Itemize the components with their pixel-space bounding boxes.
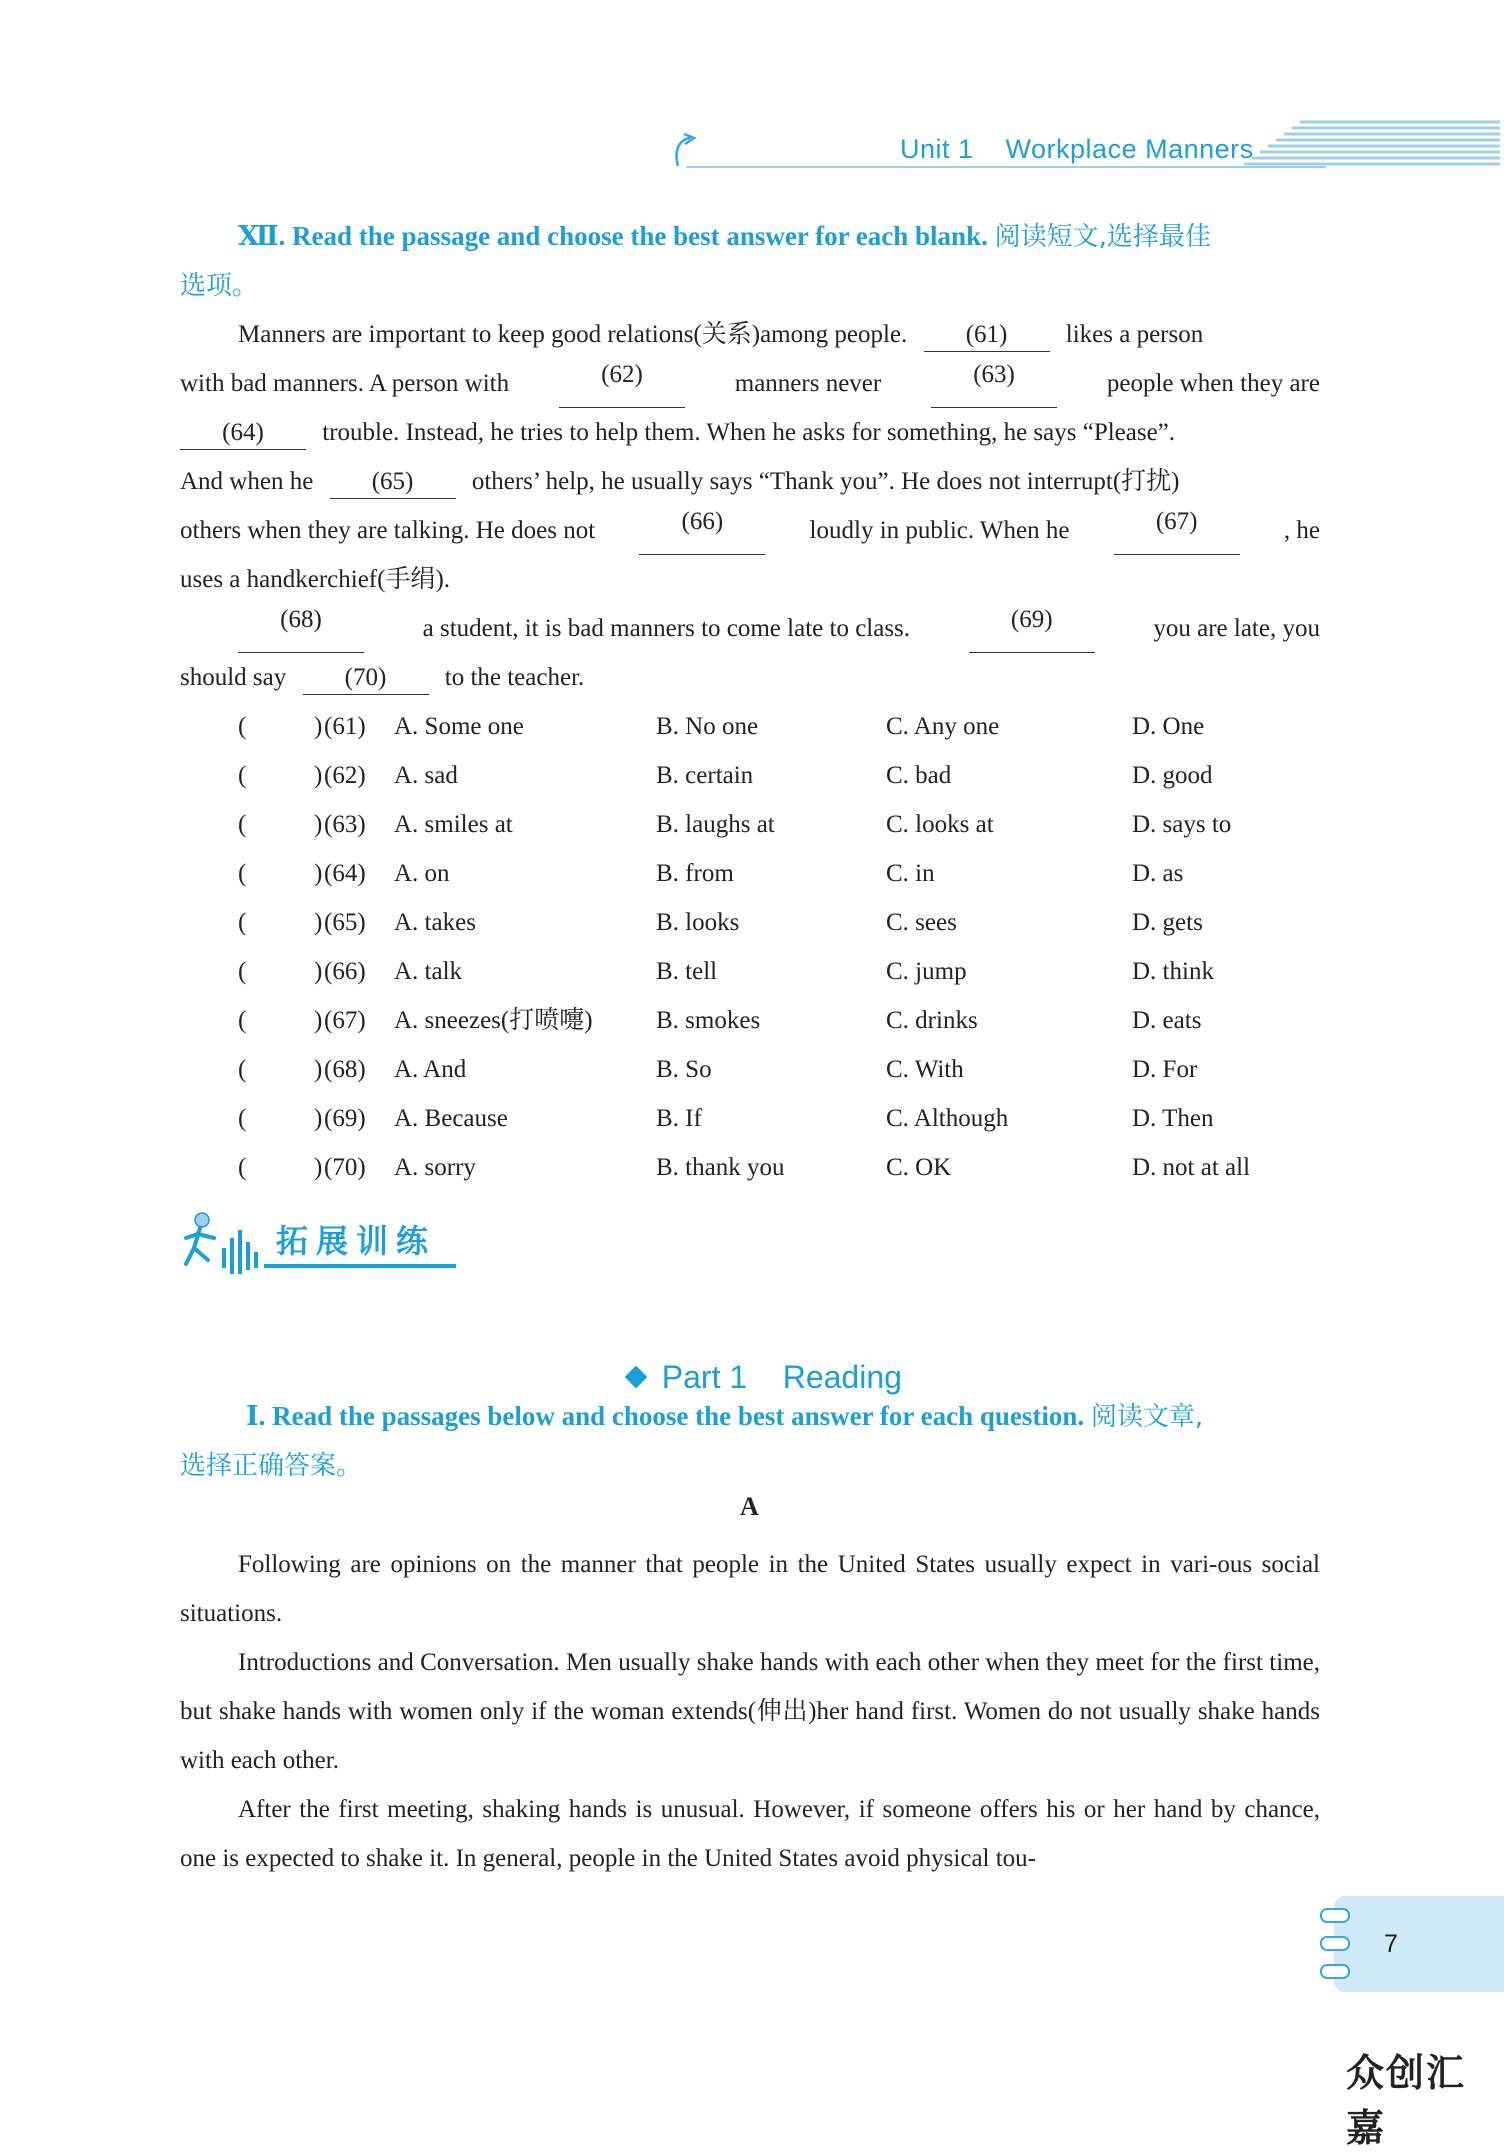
question-row bbox=[238, 898, 1338, 947]
section-1-title-en: Ⅰ. Read the passages below and choose the best answer for each question. bbox=[246, 1401, 1085, 1431]
option-a[interactable]: A. Some one bbox=[394, 713, 524, 740]
answer-paren-close: ) bbox=[314, 1056, 323, 1083]
passage-text: you are late, you bbox=[1153, 615, 1320, 642]
section-12-title-cn-cont: 选项。 bbox=[180, 271, 259, 301]
option-d[interactable]: D. gets bbox=[1132, 909, 1203, 936]
ring-binding-icon bbox=[1320, 1964, 1350, 1979]
reading-paragraph-3: After the first meeting, shaking hands is unusual. However, if someone offers his or her hand by chance, one is expected to shake it. In general, people in the United States avoid physical tou- bbox=[180, 1796, 1320, 1872]
ring-binding-icon bbox=[1320, 1908, 1350, 1923]
question-row bbox=[238, 1143, 1338, 1192]
option-d[interactable]: D. For bbox=[1132, 1056, 1198, 1083]
answer-paren-open: ( bbox=[238, 1154, 247, 1181]
passage-text: trouble. Instead, he tries to help them. When he asks for something, he says “Please”. bbox=[322, 419, 1176, 446]
passage-text: people when they are bbox=[1106, 370, 1320, 397]
option-d[interactable]: D. think bbox=[1132, 958, 1214, 985]
passage-line-6 bbox=[180, 555, 450, 604]
passage-text: likes a person bbox=[1065, 321, 1204, 348]
option-b[interactable]: B. If bbox=[656, 1105, 702, 1132]
blank-61[interactable]: (61) bbox=[924, 319, 1050, 352]
passage-line-1 bbox=[238, 310, 1320, 359]
question-number: (63) bbox=[324, 811, 366, 838]
answer-paren-close: ) bbox=[314, 762, 323, 789]
question-number: (67) bbox=[324, 1007, 366, 1034]
answer-paren-close: ) bbox=[314, 713, 323, 740]
question-row bbox=[238, 996, 1338, 1045]
option-a[interactable]: A. takes bbox=[394, 909, 476, 936]
passage-text: And when he bbox=[180, 468, 314, 495]
option-c[interactable]: C. Any one bbox=[886, 713, 1000, 740]
option-c[interactable]: C. Although bbox=[886, 1105, 1009, 1132]
option-c[interactable]: C. With bbox=[886, 1056, 964, 1083]
answer-paren-close: ) bbox=[314, 1105, 323, 1132]
section-12-title-cn: 阅读短文,选择最佳 bbox=[994, 222, 1211, 252]
option-a[interactable]: A. smiles at bbox=[394, 811, 513, 838]
passage-text: others when they are talking. He does not bbox=[180, 517, 596, 544]
option-a[interactable]: A. And bbox=[394, 1056, 467, 1083]
blank-66[interactable]: (66) bbox=[639, 506, 765, 555]
blank-68[interactable]: (68) bbox=[238, 604, 364, 653]
question-row bbox=[238, 702, 1338, 751]
answer-paren-open: ( bbox=[238, 762, 247, 789]
extension-label: 拓展训练 bbox=[276, 1222, 437, 1260]
passage-line-4 bbox=[180, 457, 1320, 506]
option-b[interactable]: B. tell bbox=[656, 958, 718, 985]
option-d[interactable]: D. Then bbox=[1132, 1105, 1214, 1132]
ring-binding-icon bbox=[1320, 1936, 1350, 1951]
diamond-bullet-icon bbox=[624, 1366, 647, 1389]
option-b[interactable]: B. thank you bbox=[656, 1154, 785, 1181]
answer-paren-open: ( bbox=[238, 811, 247, 838]
option-d[interactable]: D. as bbox=[1132, 860, 1184, 887]
passage-line-7 bbox=[238, 604, 1320, 653]
question-number: (61) bbox=[324, 713, 366, 740]
answer-paren-open: ( bbox=[238, 713, 247, 740]
option-c[interactable]: C. drinks bbox=[886, 1007, 978, 1034]
section-1-title-cn: 阅读文章, bbox=[1090, 1402, 1204, 1432]
question-number: (65) bbox=[324, 909, 366, 936]
reading-paragraph-2: Introductions and Conversation. Men usually shake hands with each other when they meet for the first time, but shake hands with women only if the woman extends(伸出)her hand first. Women do not usually shake hands with each other. bbox=[180, 1649, 1320, 1774]
answer-paren-close: ) bbox=[314, 860, 323, 887]
passage-text: to the teacher. bbox=[444, 664, 585, 691]
answer-paren-open: ( bbox=[238, 909, 247, 936]
question-row bbox=[238, 1094, 1338, 1143]
passage-line-5 bbox=[180, 506, 1320, 555]
answer-paren-open: ( bbox=[238, 1105, 247, 1132]
section-1-title-cn-cont: 选择正确答案。 bbox=[180, 1451, 363, 1481]
part-1-heading bbox=[610, 1322, 902, 1396]
blank-63[interactable]: (63) bbox=[931, 359, 1057, 408]
passage-text: loudly in public. When he bbox=[809, 517, 1070, 544]
answer-paren-open: ( bbox=[238, 1056, 247, 1083]
option-a[interactable]: A. on bbox=[394, 860, 450, 887]
option-d[interactable]: D. eats bbox=[1132, 1007, 1202, 1034]
passage-text: manners never bbox=[734, 370, 882, 397]
passage-line-2 bbox=[180, 359, 1320, 408]
option-d[interactable]: D. says to bbox=[1132, 811, 1232, 838]
page-number-tab bbox=[1334, 1896, 1504, 1992]
passage-text: Manners are important to keep good relations(关系)among people. bbox=[238, 321, 908, 348]
reading-paragraph-1: Following are opinions on the manner that people in the United States usually expect in vari-ous social situations. bbox=[180, 1551, 1320, 1627]
watermark: 众创汇嘉 bbox=[1346, 2051, 1467, 2150]
answer-paren-close: ) bbox=[314, 1007, 323, 1034]
option-b[interactable]: B. looks bbox=[656, 909, 740, 936]
answer-paren-close: ) bbox=[314, 811, 323, 838]
question-number: (69) bbox=[324, 1105, 366, 1132]
passage-letter: A bbox=[740, 1492, 759, 1521]
section-1-title-cont bbox=[180, 1441, 362, 1491]
blank-65[interactable]: (65) bbox=[330, 466, 456, 499]
question-row bbox=[238, 751, 1338, 800]
blank-67[interactable]: (67) bbox=[1114, 506, 1240, 555]
answer-paren-close: ) bbox=[314, 909, 323, 936]
blank-70[interactable]: (70) bbox=[303, 662, 429, 695]
option-c[interactable]: C. bad bbox=[886, 762, 952, 789]
question-row bbox=[238, 849, 1338, 898]
option-c[interactable]: C. looks at bbox=[886, 811, 994, 838]
passage-text: others’ help, he usually says “Thank you”. He does not interrupt(打扰) bbox=[471, 468, 1180, 495]
passage-text: with bad manners. A person with bbox=[180, 370, 510, 397]
part-1-title: Part 1 Reading bbox=[661, 1359, 902, 1395]
option-b[interactable]: B. smokes bbox=[656, 1007, 761, 1034]
blank-62[interactable]: (62) bbox=[559, 359, 685, 408]
passage-text: should say bbox=[180, 664, 287, 691]
answer-paren-close: ) bbox=[314, 1154, 323, 1181]
answer-paren-open: ( bbox=[238, 1007, 247, 1034]
option-a[interactable]: A. sorry bbox=[394, 1154, 476, 1181]
passage-line-8 bbox=[180, 653, 584, 702]
option-d[interactable]: D. One bbox=[1132, 713, 1205, 740]
option-b[interactable]: B. from bbox=[656, 860, 734, 887]
section-12-title bbox=[238, 212, 1328, 262]
answer-paren-open: ( bbox=[238, 958, 247, 985]
section-12-title-cont bbox=[180, 261, 258, 311]
option-d[interactable]: D. good bbox=[1132, 762, 1213, 789]
option-b[interactable]: B. No one bbox=[656, 713, 759, 740]
unit-title: Unit 1 Workplace Manners bbox=[900, 134, 1254, 164]
option-c[interactable]: C. in bbox=[886, 860, 935, 887]
option-a[interactable]: A. sneezes(打喷嚏) bbox=[394, 1007, 593, 1034]
header-rule bbox=[686, 166, 1326, 168]
option-a[interactable]: A. talk bbox=[394, 958, 463, 985]
question-number: (64) bbox=[324, 860, 366, 887]
option-c[interactable]: C. sees bbox=[886, 909, 957, 936]
section-1-title bbox=[246, 1392, 1328, 1442]
question-row bbox=[238, 1045, 1338, 1094]
passage-text: , he bbox=[1283, 517, 1320, 544]
option-b[interactable]: B. So bbox=[656, 1056, 712, 1083]
option-b[interactable]: B. certain bbox=[656, 762, 754, 789]
answer-paren-close: ) bbox=[314, 958, 323, 985]
blank-64[interactable]: (64) bbox=[180, 417, 306, 450]
option-d[interactable]: D. not at all bbox=[1132, 1154, 1251, 1181]
passage-text: uses a handkerchief(手绢). bbox=[180, 566, 451, 593]
option-a[interactable]: A. sad bbox=[394, 762, 458, 789]
passage-line-3 bbox=[180, 408, 1320, 457]
blank-69[interactable]: (69) bbox=[969, 604, 1095, 653]
question-number: (62) bbox=[324, 762, 366, 789]
question-number: (66) bbox=[324, 958, 366, 985]
page-number: 7 bbox=[1384, 1930, 1398, 1958]
option-a[interactable]: A. Because bbox=[394, 1105, 508, 1132]
question-number: (68) bbox=[324, 1056, 366, 1083]
question-row bbox=[238, 800, 1338, 849]
passage-text: a student, it is bad manners to come late to class. bbox=[422, 615, 911, 642]
option-c[interactable]: C. OK bbox=[886, 1154, 952, 1181]
option-c[interactable]: C. jump bbox=[886, 958, 967, 985]
option-b[interactable]: B. laughs at bbox=[656, 811, 775, 838]
header-stripes bbox=[1240, 120, 1500, 166]
question-number: (70) bbox=[324, 1154, 366, 1181]
question-row bbox=[238, 947, 1338, 996]
section-12-title-en: Ⅻ. Read the passage and choose the best answer for each blank. bbox=[238, 221, 988, 251]
answer-paren-open: ( bbox=[238, 860, 247, 887]
